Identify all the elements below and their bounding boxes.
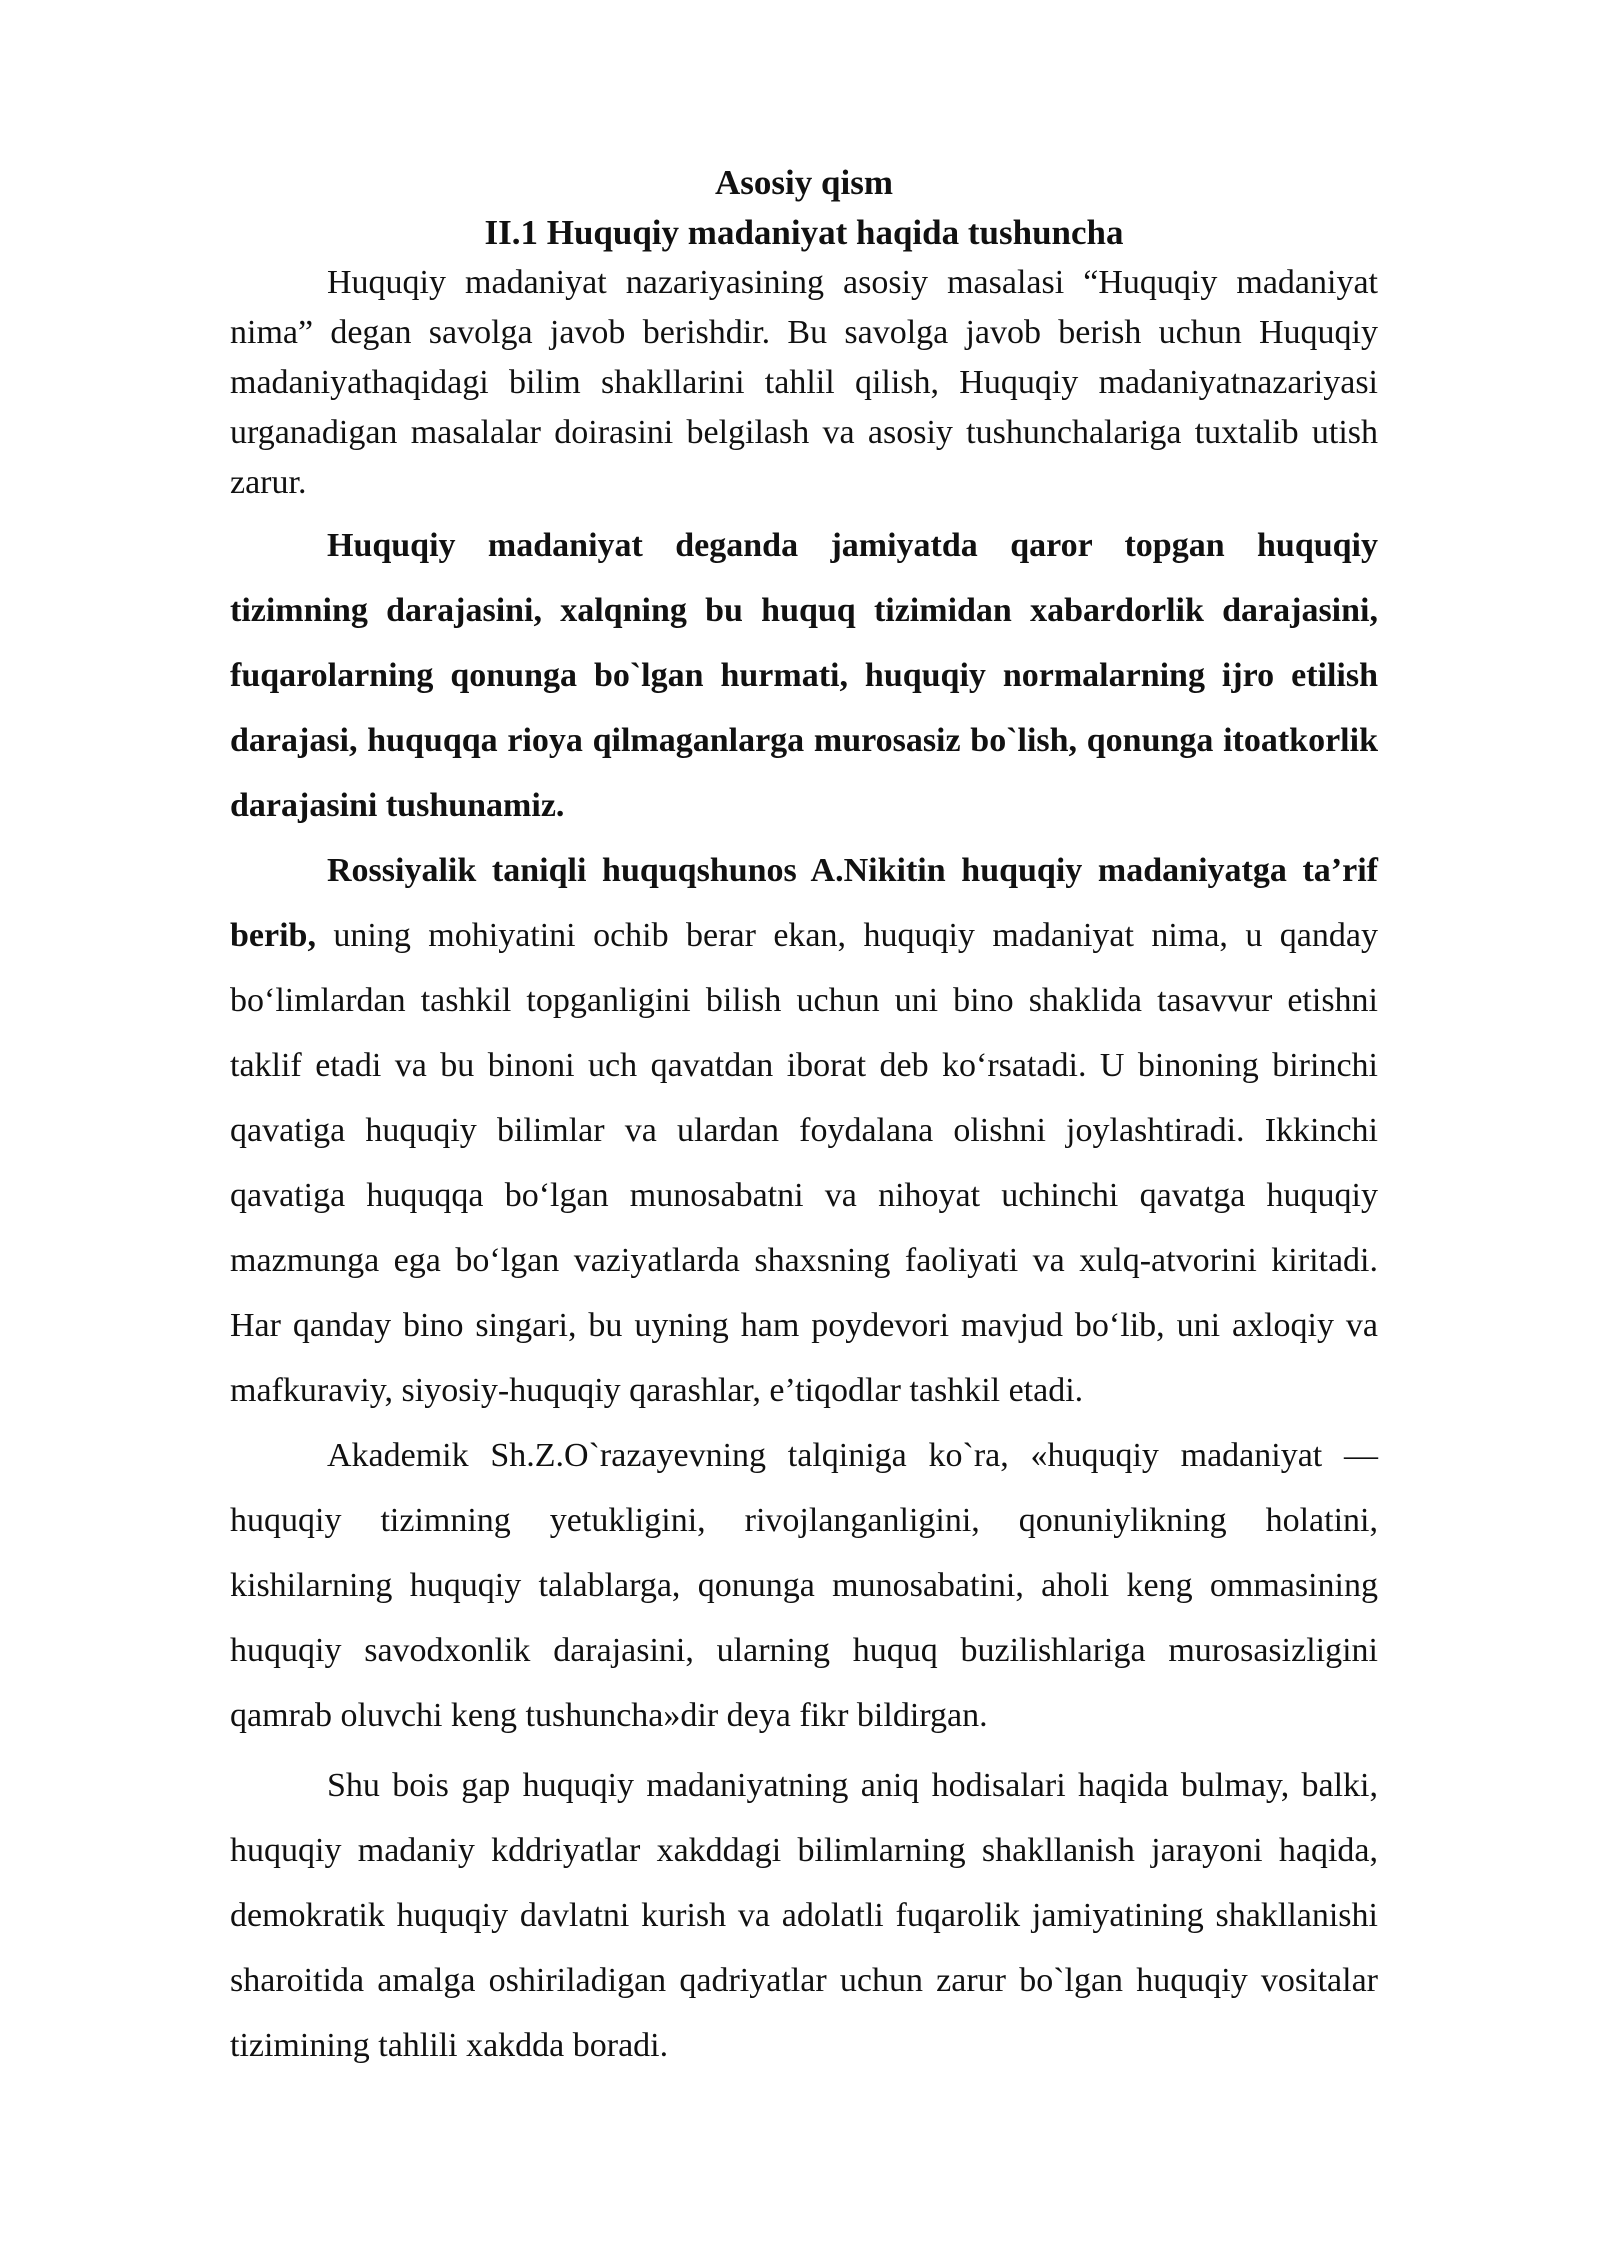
document-page: [230, 158, 1378, 2078]
paragraph-3-text: uning mohiyatini ochib berar ekan, huquqiy madaniyat nima, u qanday bo‘limlardan tashkil topganligini bilish uchun uni bino shaklida tasavvur etishni taklif etadi va bu binoni uch qavatdan iborat deb ko‘rsatadi. U binoning birinchi qavatiga huquqiy bilimlar va ulardan foydalana olishni joylashtiradi. Ikkinchi qavatiga huquqqa bo‘lgan munosabatni va nihoyat uchinchi qavatga huquqiy mazmunga ega bo‘lgan vaziyatlarda shaxsning faoliyati va xulq-atvorini kiritadi. Har qanday bino singari, bu uyning ham poydevori mavjud bo‘lib, uni axloqiy va mafkuraviy, siyosiy-huquqiy qarashlar, e’tiqodlar tashkil etadi.: [230, 917, 1378, 1409]
section-subtitle: II.1 Huquqiy madaniyat haqida tushuncha: [484, 213, 1124, 252]
paragraph-1: Huquqiy madaniyat nazariyasining asosiy masalasi “Huquqiy madaniyat nima” degan savolga javob berishdir. Bu savolga javob berish uchun Huquqiy madaniyathaqidagi bilim shakllarini tahlil qilish, Huquqiy madaniyatnazariyasi urganadigan masalalar doirasini belgilash va asosiy tushunchalariga tuxtalib utish zarur.: [230, 264, 1378, 501]
section-title: Asosiy qism: [715, 163, 893, 202]
paragraph-3-bold-lead: Rossiyalik taniqli huquqshunos A.Nikitin huquqiy madaniyatga ta’rif berib,: [230, 852, 1378, 954]
paragraph-5: Shu bois gap huquqiy madaniyatning aniq hodisalari haqida bulmay, balki, huquqiy madaniy kddriyatlar xakddagi bilimlarning shakllanish jarayoni haqida, demokratik huquqiy davlatni kurish va adolatli fuqarolik jamiyatining shakllanishi sharoitida amalga oshiriladigan qadriyatlar uchun zarur bo`lgan huquqiy vositalar tizimining tahlili xakdda boradi.: [230, 1767, 1378, 2064]
paragraph-4: Akademik Sh.Z.O`razayevning talqiniga ko`ra, «huquqiy madaniyat — huquqiy tizimning yetukligini, rivojlanganligini, qonuniylikning holatini, kishilarning huquqiy talablarga, qonunga munosabatini, aholi keng ommasining huquqiy savodxonlik darajasini, ularning huquq buzilishlariga murosasizligini qamrab oluvchi keng tushuncha»dir deya fikr bildirgan.: [230, 1437, 1378, 1734]
paragraph-3: [230, 838, 1378, 1423]
paragraph-2-bold: Huquqiy madaniyat deganda jamiyatda qaror topgan huquqiy tizimning darajasini, xalqning bu huquq tizimidan xabardorlik darajasini, fuqarolarning qonunga bo`lgan hurmati, huquqiy normalarning ijro etilish darajasi, huquqqa rioya qilmaganlarga murosasiz bo`lish, qonunga itoatkorlik darajasini tushunamiz.: [230, 527, 1378, 824]
